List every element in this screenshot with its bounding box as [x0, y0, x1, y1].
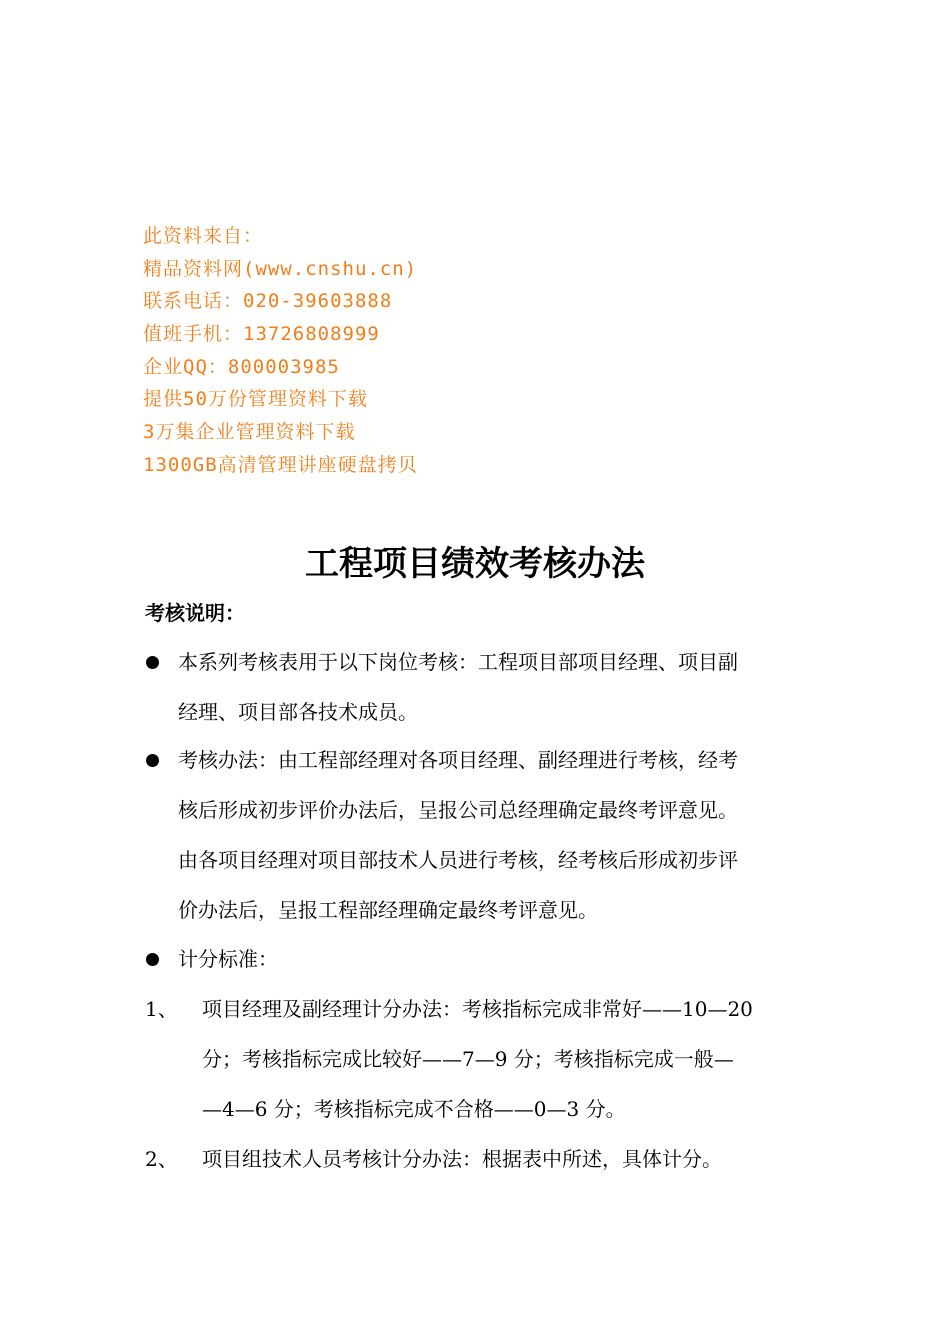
item1-line2: 分；考核指标完成比较好——7—9 分；考核指标完成一般—	[202, 1047, 734, 1071]
bullet-icon	[146, 754, 159, 767]
offer-line-2: 3万集企业管理资料下载	[143, 421, 356, 444]
item1-line1: 项目经理及副经理计分办法：考核指标完成非常好——10—20	[202, 997, 753, 1021]
mobile-line: 值班手机：13726808999	[143, 323, 380, 346]
item2-line1: 项目组技术人员考核计分办法：根据表中所述，具体计分。	[202, 1147, 722, 1171]
bullet2-line4: 价办法后，呈报工程部经理确定最终考评意见。	[178, 898, 598, 922]
bullet2-line2: 核后形成初步评价办法后，呈报公司总经理确定最终考评意见。	[178, 798, 738, 822]
source-info-block	[143, 220, 418, 482]
item2-number: 2、	[145, 1147, 178, 1171]
section-label: 考核说明：	[145, 601, 245, 625]
phone-line: 联系电话：020-39603888	[143, 290, 393, 313]
bullet2-line3: 由各项目经理对项目部技术人员进行考核，经考核后形成初步评	[178, 848, 738, 872]
bullet2-line1: 考核办法：由工程部经理对各项目经理、副经理进行考核，经考	[178, 748, 738, 772]
bullet-icon	[146, 656, 159, 669]
bullet3-line1: 计分标准：	[178, 947, 278, 971]
bullet-icon	[146, 953, 159, 966]
offer-line-3: 1300GB高清管理讲座硬盘拷贝	[143, 453, 418, 476]
document-title: 工程项目绩效考核办法	[305, 544, 645, 584]
bullet1-line1: 本系列考核表用于以下岗位考核：工程项目部项目经理、项目副	[178, 650, 738, 674]
website-line: 精品资料网(www.cnshu.cn)	[143, 257, 418, 280]
item1-number: 1、	[145, 997, 178, 1021]
source-line: 此资料来自：	[143, 225, 264, 247]
bullet1-line2: 经理、项目部各技术成员。	[178, 700, 418, 724]
item1-line3: —4—6 分；考核指标完成不合格——0—3 分。	[202, 1097, 626, 1121]
offer-line-1: 提供50万份管理资料下载	[143, 388, 368, 411]
qq-line: 企业QQ：800003985	[143, 355, 340, 378]
